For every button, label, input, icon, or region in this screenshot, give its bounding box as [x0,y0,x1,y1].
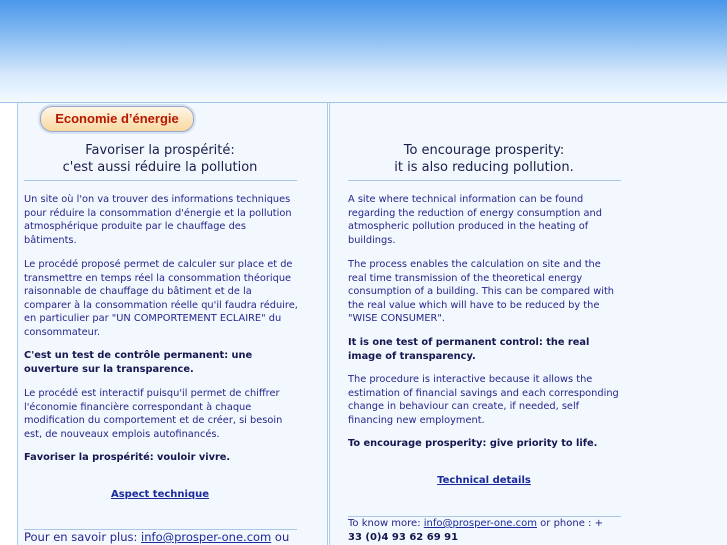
english-contact-prefix: To know more: [348,518,424,529]
english-title-rule [348,180,621,181]
english-title-line2: it is also reducing pollution. [394,160,574,175]
french-title-line1: Favoriser la prospérité: [85,143,235,158]
english-paragraph-process: The process enables the calculation on site and the real time transmission of the theoretical energy consumption of a building. This can be compared with the real value which will have to be reduced by the "WISE CONSUMER". [348,259,614,325]
french-paragraph-control: C'est un test de contrôle permanent: une ouverture sur la transparence. [24,350,253,375]
english-contact-phone: 33 (0)4 93 62 69 91 [348,532,459,543]
english-title-line1: To encourage prosperity: [403,143,565,158]
french-title-line2: c'est aussi réduire la pollution [62,160,258,175]
english-contact-mid: or phone : + [537,518,603,529]
french-contact-prefix: Pour en savoir plus: [24,530,142,544]
column-border-mid2 [329,103,330,545]
french-paragraph-interactive: Le procédé est interactif puisqu'il permet de chiffrer l'économie financière correspondant à chaque modification du comportement et de créer, si besoin est, de nouveaux emplois autofinancés. [24,388,283,440]
french-title [24,142,296,176]
french-title-rule [24,180,297,181]
french-contact-email-link[interactable]: info@prosper-one.com [141,530,272,544]
technical-details-link[interactable]: Technical details [437,475,531,486]
english-contact-email-link[interactable]: info@prosper-one.com [423,518,537,529]
french-contact-suffix: ou [271,530,290,544]
technical-aspect-link[interactable]: Aspect technique [110,489,210,500]
english-title [348,142,620,176]
english-paragraph-prosperity: To encourage prosperity: give priority to life. [348,438,598,449]
english-paragraph-interactive: The procedure is interactive because it allows the estimation of financial savings and each corresponding change in behaviour can create, if needed, self financing new employment. [348,374,619,426]
column-border-mid [327,103,328,545]
french-paragraph-prosperity: Favoriser la prospérité: vouloir vivre. [24,452,231,463]
energy-saving-badge[interactable]: Economie d’énergie [40,106,194,132]
column-border-left [17,103,18,545]
french-paragraph-process: Le procédé proposé permet de calculer sur place et de transmettre en temps réel la consommation théorique raisonnable de chauffage du bâtiment et de la comparer à la consommation réelle qu'il faudra réduire, en particulier par "UN COMPORTEMENT ECLAIRE" du consommateur. [24,259,298,338]
french-contact [24,530,314,544]
french-paragraph-intro: Un site où l'on va trouver des informations techniques pour réduire la consommation d'énergie et la pollution atmosphérique produite par le chauffage des bâtiments. [24,194,292,246]
header-banner [0,0,727,103]
english-paragraph-control: It is one test of permanent control: the real image of transparency. [348,337,590,362]
english-paragraph-intro: A site where technical information can be found regarding the reduction of energy consumption and atmospheric pollution produced in the heating of buildings. [348,194,602,246]
english-contact [348,517,620,545]
